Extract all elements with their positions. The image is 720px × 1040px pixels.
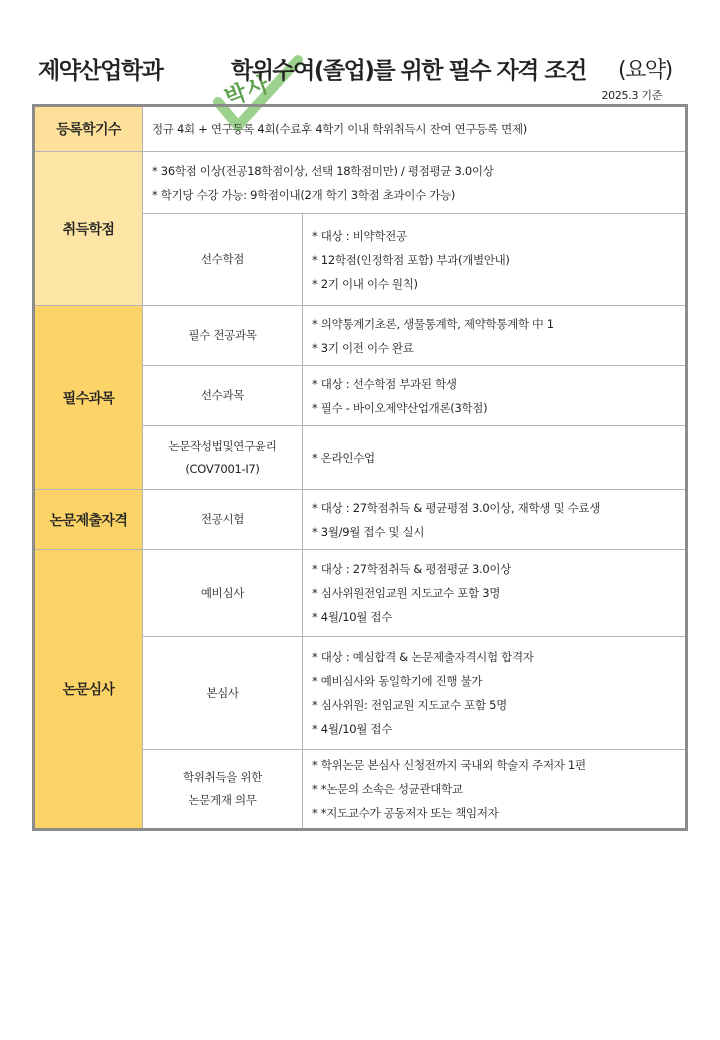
review-line: * 대상 : 27학점취득 & 평점평균 3.0이상	[312, 562, 511, 576]
category-qualification: 논문제출자격	[34, 490, 143, 550]
prereq-credits-desc	[303, 214, 687, 306]
prelim-review-label: 예비심사	[143, 550, 303, 637]
review-line: * 심사위원: 전임교원 지도교수 포함 5명	[312, 698, 507, 712]
prereq-line: * 대상 : 비약학전공	[312, 228, 407, 243]
publication-duty-line1: 학위취득을 위한	[182, 770, 263, 784]
ethics-course-name: 논문작성법및연구윤리	[168, 438, 277, 453]
review-line: * 예비심사와 동일학기에 진행 불가	[312, 674, 483, 688]
publication-duty-line2: 논문게재 의무	[188, 793, 257, 807]
table-row	[34, 306, 687, 366]
credits-desc	[143, 152, 687, 214]
enroll-desc: 정규 4회 + 연구등록 4회(수료후 4학기 이내 학위취득시 잔여 연구등록 면제)	[143, 106, 687, 152]
required-major-label: 필수 전공과목	[143, 306, 303, 366]
review-line: * 4월/10월 접수	[312, 610, 393, 624]
required-major-desc	[303, 306, 687, 366]
required-line: * 온라인수업	[312, 450, 375, 465]
title-main: 학위수여(졸업)를 위한 필수 자격 조건	[231, 58, 586, 84]
ethics-course-code: (COV7001-I7)	[185, 461, 260, 476]
review-line: * *지도교수가 공동저자 또는 책임저자	[312, 806, 499, 820]
category-required: 필수과목	[34, 306, 143, 490]
requirements-table	[32, 104, 688, 831]
prelim-review-desc	[303, 550, 687, 637]
review-line: * 심사위원전임교원 지도교수 포함 3명	[312, 586, 501, 600]
prereq-course-desc	[303, 366, 687, 426]
category-enroll: 등록학기수	[34, 106, 143, 152]
review-line: * *논문의 소속은 성균관대학교	[312, 782, 463, 796]
required-line: * 의약통계기초론, 생물통계학, 제약학통계학 中 1	[312, 316, 554, 331]
category-credits: 취득학점	[34, 152, 143, 306]
review-line: * 대상 : 예심합격 & 논문제출자격시험 합격자	[312, 650, 534, 664]
publication-duty-desc	[303, 750, 687, 830]
reference-date: 2025.3 기준	[601, 89, 662, 102]
required-line: * 대상 : 선수학점 부과된 학생	[312, 376, 457, 391]
review-line: * 4월/10월 접수	[312, 722, 393, 736]
credits-line: * 학기당 수강 가능: 9학점이내(2개 학기 3학점 초과이수 가능)	[152, 187, 456, 202]
title-summary: (요약)	[618, 58, 672, 83]
credits-line: * 36학점 이상(전공18학점이상, 선택 18학점미만) / 평점평균 3.0이상	[152, 163, 494, 178]
publication-duty-label	[143, 750, 303, 830]
required-line: * 필수 - 바이오제약산업개론(3학점)	[312, 400, 488, 415]
ethics-course-label	[143, 426, 303, 490]
prereq-course-label: 선수과목	[143, 366, 303, 426]
required-line: * 3기 이전 이수 완료	[312, 340, 414, 355]
review-line: * 학위논문 본심사 신청전까지 국내외 학술지 주저자 1편	[312, 758, 586, 772]
table-row	[34, 106, 687, 152]
stamp-label: 박사	[221, 71, 275, 112]
table-row	[34, 550, 687, 637]
major-exam-desc	[303, 490, 687, 550]
table-row	[34, 152, 687, 214]
qual-line: * 3월/9월 접수 및 실시	[312, 524, 425, 539]
prereq-line: * 2기 이내 이수 원칙)	[312, 276, 418, 291]
title-department: 제약산업학과	[38, 58, 163, 84]
qual-line: * 대상 : 27학점취득 & 평균평점 3.0이상, 재학생 및 수료생	[312, 500, 601, 515]
prereq-credits-label: 선수학점	[143, 214, 303, 306]
major-exam-label: 전공시험	[143, 490, 303, 550]
ethics-course-desc	[303, 426, 687, 490]
table-row	[34, 490, 687, 550]
prereq-line: * 12학점(인정학점 포함) 부과(개별안내)	[312, 252, 510, 267]
category-review: 논문심사	[34, 550, 143, 830]
main-review-desc	[303, 637, 687, 750]
main-review-label: 본심사	[143, 637, 303, 750]
